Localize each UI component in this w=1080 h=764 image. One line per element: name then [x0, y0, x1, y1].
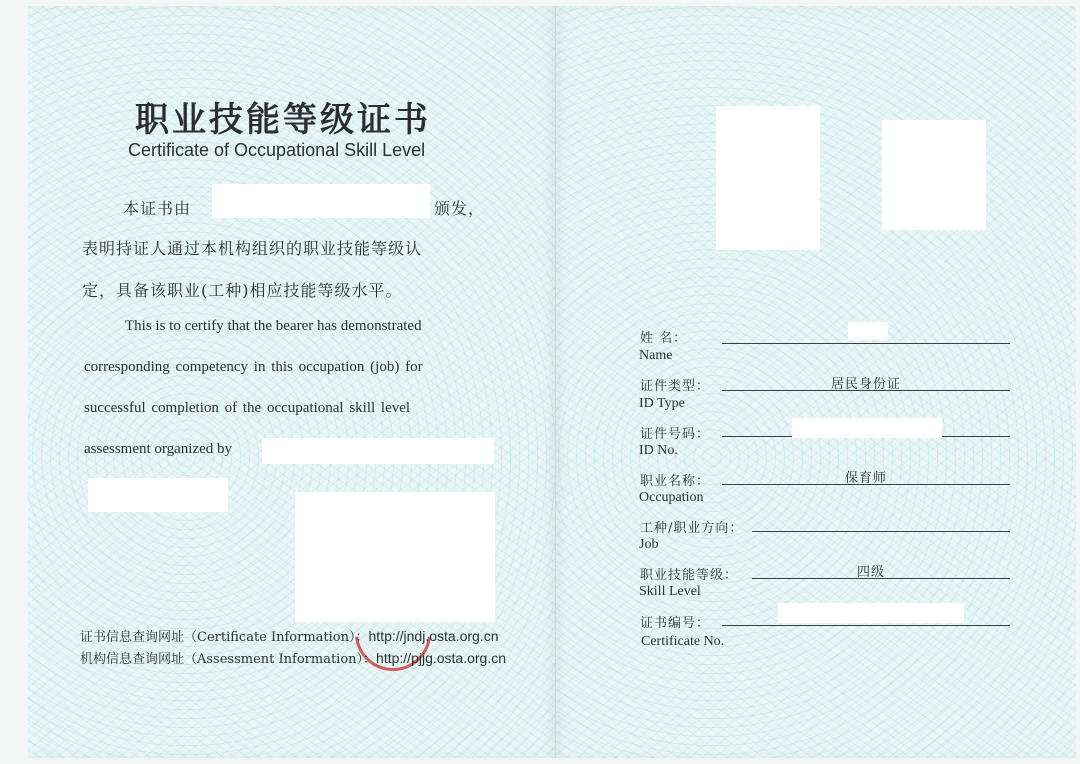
field-name-line: [722, 343, 1010, 344]
field-cert-no-line: [722, 625, 1010, 626]
field-job-line: [752, 531, 1010, 532]
field-cert-no-label-cn: 证书编号：: [640, 616, 711, 631]
redacted-cert-number: [778, 603, 964, 623]
field-occupation-value: 保育师: [844, 471, 887, 486]
title-chinese: 职业技能等级证书: [135, 100, 431, 140]
cert-info-url[interactable]: http://jndj.osta.org.cn: [368, 628, 499, 644]
redacted-issuer: [212, 184, 430, 218]
assess-info-label: 机构信息查询网址（Assessment Information）：: [80, 652, 377, 667]
cn-paragraph-line3: 定，具备该职业(工种)相应技能等级水平。: [82, 281, 403, 300]
field-id-type-label-en: ID Type: [639, 396, 685, 411]
field-id-type-label-cn: 证件类型：: [640, 379, 711, 394]
field-skill-level-label-en: Skill Level: [639, 584, 701, 599]
redacted-organization: [262, 438, 494, 464]
field-occupation-label-en: Occupation: [639, 490, 704, 505]
field-job-label-en: Job: [639, 537, 659, 552]
field-job-label-cn: 工种/职业方向：: [640, 521, 744, 536]
cn-paragraph-end: 颁发，: [434, 199, 486, 218]
assess-info-lookup: [80, 648, 506, 667]
redacted-qr-code: [882, 120, 986, 230]
redacted-photo: [716, 106, 820, 250]
redacted-photo-seal-area: [295, 492, 495, 622]
field-name-label-en: Name: [639, 348, 673, 363]
en-paragraph-line2: corresponding competency in this occupation (job) for: [84, 359, 423, 375]
field-id-no-label-en: ID No.: [639, 443, 678, 458]
redacted-name: [848, 322, 888, 340]
field-id-type-value: 居民身份证: [830, 377, 901, 392]
field-occupation-label-cn: 职业名称：: [640, 474, 711, 489]
cn-paragraph-start: 本证书由: [123, 199, 192, 218]
en-paragraph-line1: This is to certify that the bearer has demonstrated: [125, 318, 422, 334]
field-skill-level-label-cn: 职业技能等级：: [640, 568, 739, 583]
title-english: Certificate of Occupational Skill Level: [128, 140, 426, 160]
en-paragraph-line4: assessment organized by: [84, 441, 233, 457]
field-cert-no-label-en: Certificate No.: [641, 634, 725, 649]
en-paragraph-line3: successful completion of the occupational skill level: [84, 400, 411, 416]
cert-info-lookup: [80, 626, 498, 645]
assess-info-url[interactable]: http://pjjg.osta.org.cn: [376, 650, 507, 666]
field-name-label-cn: 姓 名：: [640, 331, 688, 346]
cert-info-label: 证书信息查询网址（Certificate Information）：: [80, 630, 369, 645]
cn-paragraph-line2: 表明持证人通过本机构组织的职业技能等级认: [82, 239, 423, 258]
redacted-id-number: [792, 418, 942, 438]
redacted-organization-cont: [88, 478, 228, 512]
field-skill-level-value: 四级: [856, 565, 885, 580]
field-id-no-label-cn: 证件号码：: [640, 427, 711, 442]
